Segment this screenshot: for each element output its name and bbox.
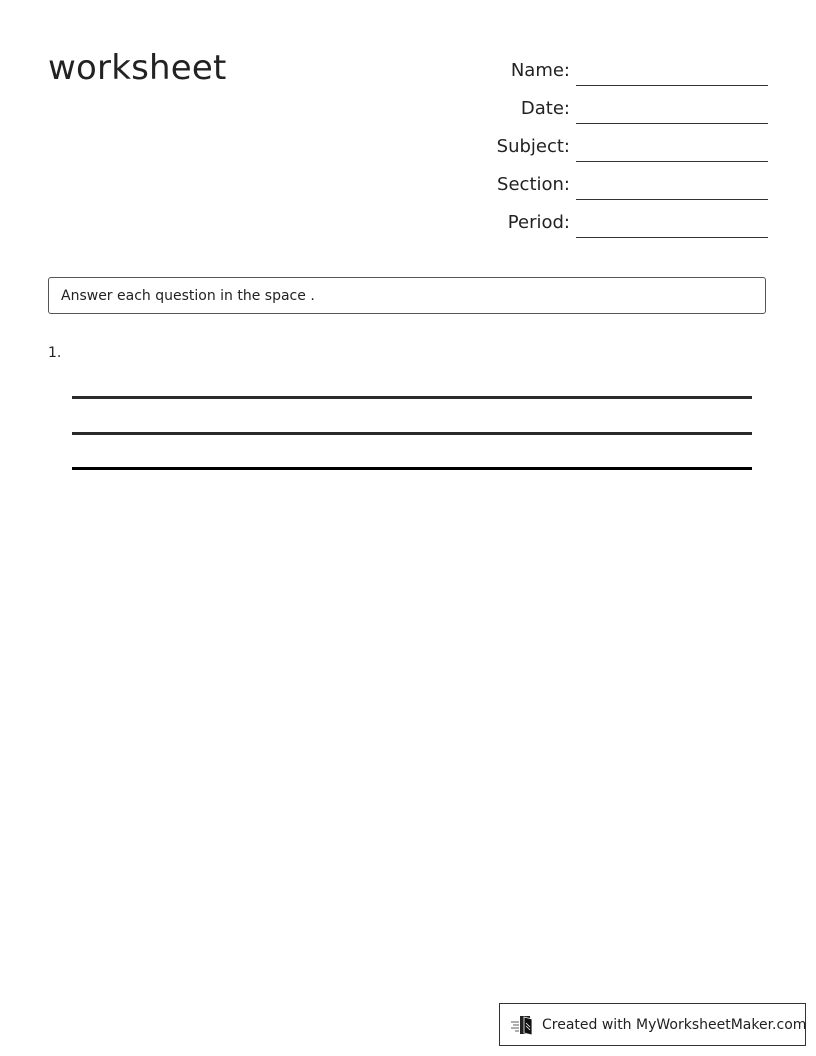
date-field: [470, 86, 768, 124]
footer-credit-text[interactable]: Created with MyWorksheetMaker.com: [542, 1016, 807, 1033]
student-info-fields: [470, 48, 768, 238]
section-field: [470, 162, 768, 200]
period-field: [470, 200, 768, 238]
worksheet-maker-logo-icon: [510, 1013, 536, 1037]
answer-line-1[interactable]: [72, 396, 752, 399]
footer-credit-badge[interactable]: [499, 1003, 806, 1046]
answer-line-3[interactable]: [72, 467, 752, 470]
name-label: Name:: [510, 60, 570, 81]
date-blank-line[interactable]: [576, 123, 768, 124]
period-blank-line[interactable]: [576, 237, 768, 238]
name-blank-line[interactable]: [576, 85, 768, 86]
date-label: Date:: [520, 98, 570, 119]
instructions-box: Answer each question in the space .: [48, 277, 766, 314]
subject-field: [470, 124, 768, 162]
subject-blank-line[interactable]: [576, 161, 768, 162]
question-number: 1.: [48, 345, 62, 361]
section-label: Section:: [497, 174, 570, 195]
period-label: Period:: [507, 212, 570, 233]
worksheet-title: worksheet: [48, 48, 227, 88]
section-blank-line[interactable]: [576, 199, 768, 200]
name-field: [470, 48, 768, 86]
answer-line-2[interactable]: [72, 432, 752, 435]
subject-label: Subject:: [496, 136, 570, 157]
